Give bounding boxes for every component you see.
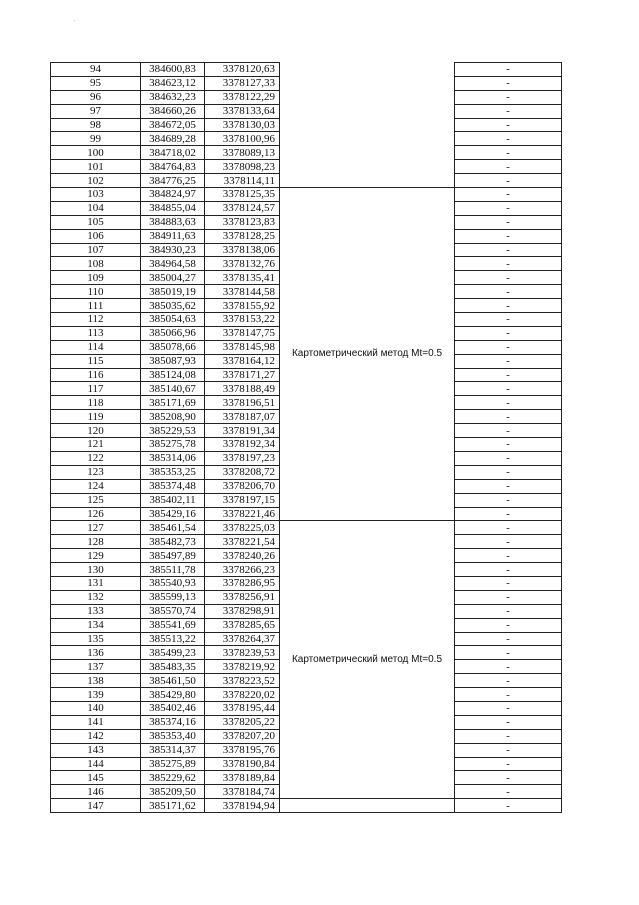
y-coordinate-cell: 3378187,07 bbox=[205, 410, 280, 424]
x-coordinate-cell: 384824,97 bbox=[141, 188, 205, 202]
note-cell: - bbox=[455, 521, 562, 535]
note-cell: - bbox=[455, 549, 562, 563]
note-cell: - bbox=[455, 368, 562, 382]
x-coordinate-cell: 385140,67 bbox=[141, 382, 205, 396]
point-number-cell: 134 bbox=[51, 618, 141, 632]
note-cell: - bbox=[455, 729, 562, 743]
x-coordinate-cell: 385461,50 bbox=[141, 674, 205, 688]
x-coordinate-cell: 385314,06 bbox=[141, 451, 205, 465]
point-number-cell: 136 bbox=[51, 646, 141, 660]
point-number-cell: 114 bbox=[51, 340, 141, 354]
note-cell: - bbox=[455, 243, 562, 257]
note-cell: - bbox=[455, 354, 562, 368]
x-coordinate-cell: 385275,78 bbox=[141, 438, 205, 452]
y-coordinate-cell: 3378147,75 bbox=[205, 326, 280, 340]
page-mark: ' bbox=[74, 20, 76, 26]
y-coordinate-cell: 3378128,25 bbox=[205, 229, 280, 243]
y-coordinate-cell: 3378239,53 bbox=[205, 646, 280, 660]
x-coordinate-cell: 385054,63 bbox=[141, 313, 205, 327]
x-coordinate-cell: 385035,62 bbox=[141, 299, 205, 313]
note-cell: - bbox=[455, 90, 562, 104]
note-cell: - bbox=[455, 576, 562, 590]
coordinates-table bbox=[50, 62, 562, 813]
point-number-cell: 103 bbox=[51, 188, 141, 202]
y-coordinate-cell: 3378189,84 bbox=[205, 771, 280, 785]
y-coordinate-cell: 3378219,92 bbox=[205, 660, 280, 674]
x-coordinate-cell: 385497,89 bbox=[141, 549, 205, 563]
x-coordinate-cell: 384632,23 bbox=[141, 90, 205, 104]
point-number-cell: 131 bbox=[51, 576, 141, 590]
y-coordinate-cell: 3378195,76 bbox=[205, 743, 280, 757]
note-cell: - bbox=[455, 63, 562, 77]
note-cell: - bbox=[455, 299, 562, 313]
point-number-cell: 122 bbox=[51, 451, 141, 465]
x-coordinate-cell: 384764,83 bbox=[141, 160, 205, 174]
y-coordinate-cell: 3378164,12 bbox=[205, 354, 280, 368]
y-coordinate-cell: 3378130,03 bbox=[205, 118, 280, 132]
y-coordinate-cell: 3378114,11 bbox=[205, 174, 280, 188]
note-cell: - bbox=[455, 160, 562, 174]
x-coordinate-cell: 384672,05 bbox=[141, 118, 205, 132]
note-cell: - bbox=[455, 257, 562, 271]
point-number-cell: 143 bbox=[51, 743, 141, 757]
note-cell: - bbox=[455, 340, 562, 354]
y-coordinate-cell: 3378138,06 bbox=[205, 243, 280, 257]
point-number-cell: 132 bbox=[51, 590, 141, 604]
x-coordinate-cell: 385353,40 bbox=[141, 729, 205, 743]
note-cell: - bbox=[455, 118, 562, 132]
note-cell: - bbox=[455, 479, 562, 493]
x-coordinate-cell: 384964,58 bbox=[141, 257, 205, 271]
point-number-cell: 116 bbox=[51, 368, 141, 382]
point-number-cell: 105 bbox=[51, 215, 141, 229]
point-number-cell: 98 bbox=[51, 118, 141, 132]
point-number-cell: 145 bbox=[51, 771, 141, 785]
method-cell bbox=[280, 63, 455, 188]
y-coordinate-cell: 3378123,83 bbox=[205, 215, 280, 229]
x-coordinate-cell: 385513,22 bbox=[141, 632, 205, 646]
y-coordinate-cell: 3378225,03 bbox=[205, 521, 280, 535]
note-cell: - bbox=[455, 76, 562, 90]
y-coordinate-cell: 3378223,52 bbox=[205, 674, 280, 688]
method-cell: Картометрический метод Mt=0.5 bbox=[280, 188, 455, 521]
note-cell: - bbox=[455, 104, 562, 118]
x-coordinate-cell: 385374,48 bbox=[141, 479, 205, 493]
table-row bbox=[51, 799, 562, 813]
y-coordinate-cell: 3378197,23 bbox=[205, 451, 280, 465]
point-number-cell: 118 bbox=[51, 396, 141, 410]
x-coordinate-cell: 385511,78 bbox=[141, 563, 205, 577]
x-coordinate-cell: 385540,93 bbox=[141, 576, 205, 590]
point-number-cell: 130 bbox=[51, 563, 141, 577]
point-number-cell: 135 bbox=[51, 632, 141, 646]
x-coordinate-cell: 385353,25 bbox=[141, 465, 205, 479]
x-coordinate-cell: 385482,73 bbox=[141, 535, 205, 549]
table-row bbox=[51, 521, 562, 535]
y-coordinate-cell: 3378122,29 bbox=[205, 90, 280, 104]
y-coordinate-cell: 3378240,26 bbox=[205, 549, 280, 563]
y-coordinate-cell: 3378264,37 bbox=[205, 632, 280, 646]
note-cell: - bbox=[455, 326, 562, 340]
y-coordinate-cell: 3378190,84 bbox=[205, 757, 280, 771]
coordinates-table-body bbox=[51, 63, 562, 813]
note-cell: - bbox=[455, 396, 562, 410]
point-number-cell: 104 bbox=[51, 201, 141, 215]
x-coordinate-cell: 385171,69 bbox=[141, 396, 205, 410]
x-coordinate-cell: 384855,04 bbox=[141, 201, 205, 215]
y-coordinate-cell: 3378184,74 bbox=[205, 785, 280, 799]
point-number-cell: 106 bbox=[51, 229, 141, 243]
point-number-cell: 140 bbox=[51, 701, 141, 715]
point-number-cell: 95 bbox=[51, 76, 141, 90]
x-coordinate-cell: 385541,69 bbox=[141, 618, 205, 632]
point-number-cell: 111 bbox=[51, 299, 141, 313]
note-cell: - bbox=[455, 285, 562, 299]
point-number-cell: 115 bbox=[51, 354, 141, 368]
point-number-cell: 124 bbox=[51, 479, 141, 493]
point-number-cell: 121 bbox=[51, 438, 141, 452]
note-cell: - bbox=[455, 424, 562, 438]
y-coordinate-cell: 3378220,02 bbox=[205, 688, 280, 702]
note-cell: - bbox=[455, 743, 562, 757]
x-coordinate-cell: 384689,28 bbox=[141, 132, 205, 146]
point-number-cell: 123 bbox=[51, 465, 141, 479]
y-coordinate-cell: 3378100,96 bbox=[205, 132, 280, 146]
point-number-cell: 125 bbox=[51, 493, 141, 507]
note-cell: - bbox=[455, 313, 562, 327]
y-coordinate-cell: 3378194,94 bbox=[205, 799, 280, 813]
x-coordinate-cell: 384883,63 bbox=[141, 215, 205, 229]
note-cell: - bbox=[455, 757, 562, 771]
y-coordinate-cell: 3378205,22 bbox=[205, 715, 280, 729]
y-coordinate-cell: 3378089,13 bbox=[205, 146, 280, 160]
point-number-cell: 113 bbox=[51, 326, 141, 340]
y-coordinate-cell: 3378221,54 bbox=[205, 535, 280, 549]
y-coordinate-cell: 3378298,91 bbox=[205, 604, 280, 618]
x-coordinate-cell: 385229,62 bbox=[141, 771, 205, 785]
y-coordinate-cell: 3378125,35 bbox=[205, 188, 280, 202]
point-number-cell: 101 bbox=[51, 160, 141, 174]
x-coordinate-cell: 385429,80 bbox=[141, 688, 205, 702]
note-cell: - bbox=[455, 674, 562, 688]
point-number-cell: 107 bbox=[51, 243, 141, 257]
note-cell: - bbox=[455, 493, 562, 507]
point-number-cell: 110 bbox=[51, 285, 141, 299]
x-coordinate-cell: 385314,37 bbox=[141, 743, 205, 757]
x-coordinate-cell: 385208,90 bbox=[141, 410, 205, 424]
y-coordinate-cell: 3378191,34 bbox=[205, 424, 280, 438]
point-number-cell: 100 bbox=[51, 146, 141, 160]
y-coordinate-cell: 3378221,46 bbox=[205, 507, 280, 521]
x-coordinate-cell: 385124,08 bbox=[141, 368, 205, 382]
table-row bbox=[51, 63, 562, 77]
y-coordinate-cell: 3378266,23 bbox=[205, 563, 280, 577]
x-coordinate-cell: 384776,25 bbox=[141, 174, 205, 188]
note-cell: - bbox=[455, 646, 562, 660]
point-number-cell: 120 bbox=[51, 424, 141, 438]
note-cell: - bbox=[455, 660, 562, 674]
y-coordinate-cell: 3378206,70 bbox=[205, 479, 280, 493]
y-coordinate-cell: 3378285,65 bbox=[205, 618, 280, 632]
x-coordinate-cell: 384600,83 bbox=[141, 63, 205, 77]
note-cell: - bbox=[455, 618, 562, 632]
point-number-cell: 142 bbox=[51, 729, 141, 743]
note-cell: - bbox=[455, 438, 562, 452]
y-coordinate-cell: 3378124,57 bbox=[205, 201, 280, 215]
note-cell: - bbox=[455, 451, 562, 465]
x-coordinate-cell: 385004,27 bbox=[141, 271, 205, 285]
note-cell: - bbox=[455, 535, 562, 549]
note-cell: - bbox=[455, 771, 562, 785]
y-coordinate-cell: 3378098,23 bbox=[205, 160, 280, 174]
point-number-cell: 139 bbox=[51, 688, 141, 702]
note-cell: - bbox=[455, 799, 562, 813]
x-coordinate-cell: 385066,96 bbox=[141, 326, 205, 340]
y-coordinate-cell: 3378171,27 bbox=[205, 368, 280, 382]
table-row bbox=[51, 188, 562, 202]
y-coordinate-cell: 3378207,20 bbox=[205, 729, 280, 743]
note-cell: - bbox=[455, 507, 562, 521]
x-coordinate-cell: 385374,16 bbox=[141, 715, 205, 729]
note-cell: - bbox=[455, 174, 562, 188]
point-number-cell: 102 bbox=[51, 174, 141, 188]
x-coordinate-cell: 385461,54 bbox=[141, 521, 205, 535]
y-coordinate-cell: 3378256,91 bbox=[205, 590, 280, 604]
x-coordinate-cell: 385019,19 bbox=[141, 285, 205, 299]
note-cell: - bbox=[455, 632, 562, 646]
point-number-cell: 109 bbox=[51, 271, 141, 285]
note-cell: - bbox=[455, 201, 562, 215]
point-number-cell: 108 bbox=[51, 257, 141, 271]
point-number-cell: 117 bbox=[51, 382, 141, 396]
point-number-cell: 96 bbox=[51, 90, 141, 104]
x-coordinate-cell: 384911,63 bbox=[141, 229, 205, 243]
point-number-cell: 137 bbox=[51, 660, 141, 674]
x-coordinate-cell: 384930,23 bbox=[141, 243, 205, 257]
point-number-cell: 97 bbox=[51, 104, 141, 118]
y-coordinate-cell: 3378155,92 bbox=[205, 299, 280, 313]
x-coordinate-cell: 385402,11 bbox=[141, 493, 205, 507]
note-cell: - bbox=[455, 701, 562, 715]
x-coordinate-cell: 384660,26 bbox=[141, 104, 205, 118]
note-cell: - bbox=[455, 410, 562, 424]
note-cell: - bbox=[455, 188, 562, 202]
x-coordinate-cell: 385171,62 bbox=[141, 799, 205, 813]
point-number-cell: 147 bbox=[51, 799, 141, 813]
x-coordinate-cell: 385209,50 bbox=[141, 785, 205, 799]
note-cell: - bbox=[455, 382, 562, 396]
x-coordinate-cell: 385078,66 bbox=[141, 340, 205, 354]
x-coordinate-cell: 385275,89 bbox=[141, 757, 205, 771]
note-cell: - bbox=[455, 465, 562, 479]
y-coordinate-cell: 3378192,34 bbox=[205, 438, 280, 452]
y-coordinate-cell: 3378120,63 bbox=[205, 63, 280, 77]
x-coordinate-cell: 384718,02 bbox=[141, 146, 205, 160]
point-number-cell: 133 bbox=[51, 604, 141, 618]
note-cell: - bbox=[455, 146, 562, 160]
note-cell: - bbox=[455, 563, 562, 577]
x-coordinate-cell: 385570,74 bbox=[141, 604, 205, 618]
note-cell: - bbox=[455, 590, 562, 604]
x-coordinate-cell: 385229,53 bbox=[141, 424, 205, 438]
y-coordinate-cell: 3378195,44 bbox=[205, 701, 280, 715]
x-coordinate-cell: 385599,13 bbox=[141, 590, 205, 604]
y-coordinate-cell: 3378286,95 bbox=[205, 576, 280, 590]
y-coordinate-cell: 3378208,72 bbox=[205, 465, 280, 479]
note-cell: - bbox=[455, 132, 562, 146]
y-coordinate-cell: 3378197,15 bbox=[205, 493, 280, 507]
point-number-cell: 112 bbox=[51, 313, 141, 327]
point-number-cell: 128 bbox=[51, 535, 141, 549]
point-number-cell: 127 bbox=[51, 521, 141, 535]
method-cell bbox=[280, 799, 455, 813]
y-coordinate-cell: 3378144,58 bbox=[205, 285, 280, 299]
y-coordinate-cell: 3378133,64 bbox=[205, 104, 280, 118]
note-cell: - bbox=[455, 229, 562, 243]
y-coordinate-cell: 3378188,49 bbox=[205, 382, 280, 396]
point-number-cell: 141 bbox=[51, 715, 141, 729]
point-number-cell: 144 bbox=[51, 757, 141, 771]
x-coordinate-cell: 385087,93 bbox=[141, 354, 205, 368]
point-number-cell: 146 bbox=[51, 785, 141, 799]
x-coordinate-cell: 385429,16 bbox=[141, 507, 205, 521]
note-cell: - bbox=[455, 215, 562, 229]
x-coordinate-cell: 384623,12 bbox=[141, 76, 205, 90]
note-cell: - bbox=[455, 271, 562, 285]
y-coordinate-cell: 3378153,22 bbox=[205, 313, 280, 327]
point-number-cell: 138 bbox=[51, 674, 141, 688]
point-number-cell: 99 bbox=[51, 132, 141, 146]
note-cell: - bbox=[455, 785, 562, 799]
y-coordinate-cell: 3378127,33 bbox=[205, 76, 280, 90]
note-cell: - bbox=[455, 715, 562, 729]
note-cell: - bbox=[455, 688, 562, 702]
y-coordinate-cell: 3378132,76 bbox=[205, 257, 280, 271]
point-number-cell: 94 bbox=[51, 63, 141, 77]
y-coordinate-cell: 3378135,41 bbox=[205, 271, 280, 285]
x-coordinate-cell: 385499,23 bbox=[141, 646, 205, 660]
y-coordinate-cell: 3378145,98 bbox=[205, 340, 280, 354]
x-coordinate-cell: 385483,35 bbox=[141, 660, 205, 674]
method-cell: Картометрический метод Mt=0.5 bbox=[280, 521, 455, 799]
point-number-cell: 119 bbox=[51, 410, 141, 424]
x-coordinate-cell: 385402,46 bbox=[141, 701, 205, 715]
y-coordinate-cell: 3378196,51 bbox=[205, 396, 280, 410]
point-number-cell: 129 bbox=[51, 549, 141, 563]
note-cell: - bbox=[455, 604, 562, 618]
point-number-cell: 126 bbox=[51, 507, 141, 521]
